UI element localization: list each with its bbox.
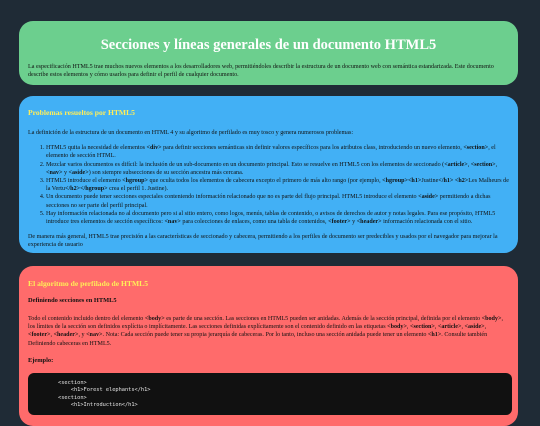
problems-title: Problemas resueltos por HTML5 <box>28 108 135 117</box>
algorithm-card <box>19 266 518 426</box>
problems-lead: La definición de la estructura de un documento en HTML 4 y su algoritmo de perfilado es muy tosco y genera numerosos problemas: <box>28 130 354 136</box>
example-label: Ejemplo: <box>28 356 54 364</box>
code-line: <h1>Introduction</h1> <box>58 402 138 409</box>
list-item: 4. Un documento puede tener secciones especiales conteniendo información relacionado que no es parte del flujo principal. HTML5 introduce el elemento <aside> permitiendo a dichas secciones no ser parte del perfil principal. <box>46 193 509 209</box>
list-item: 1. HTML5 quita la necesidad de elementos <div> para definir secciones semánticas sin definir valores específicos para los atributos class, introduciendo un nuevo elemento, <section>, el elemento de sección HTML. <box>46 144 509 160</box>
list-item: 3. HTML5 introduce el elemento <hgroup> que oculta todos los elementos de cabecera excepto el primero de más alto rango (por ejemplo, <hgroup><h1>Justine</h1> <h2>Les Malheurs de la Vertu</h2></hgroup> crea el perfil 1. Justine). <box>46 177 509 193</box>
problems-card <box>19 96 518 253</box>
intro-paragraph: La especificación HTML5 trae muchos nuevos elementos a los desarrolladores web, permitiéndoles describir la estructura de un documento web con semántica estandarizada. Este documento describe estos elementos y cómo usarlos para definir el perfil de cualquier documento. <box>28 64 494 79</box>
algorithm-title: El algoritmo de perfilado de HTML5 <box>28 279 149 288</box>
code-line: <section> <box>58 379 87 386</box>
header-card <box>19 21 518 85</box>
code-example <box>28 373 512 416</box>
algorithm-body: Todo el contenido incluido dentro del elemento <body> es parte de una sección. Las secciones en HTML5 pueden ser anidadas. Además de la sección principal, definida por el elemento <body>, los límites de la sección son definidos explícita o implícitamente. Las secciones definidas explícitamente son el contenido definido en las etiquetas <body>, <section>, <article>, <aside>, <footer>, <header>, y <nav>. Nota: Cada sección puede tener su propia jerarquía de cabeceras. Por lo tanto, incluso una sección anidada puede tener un elemento <h1>. Consulte también Definiendo cabeceras en HTML5. <box>28 316 503 347</box>
problems-list <box>28 144 509 226</box>
code-line: <h1>Forest elephants</h1> <box>58 387 151 394</box>
code-line: <section> <box>58 394 87 401</box>
list-item: 2. Mezclar varios documentos es difícil: la inclusión de un sub-documento en un documento principal. Esto se resuelve en HTML5 con los elementos de seccionado (<article>, <section>, <nav> y <aside>) son siempre subsecciones de su sección ancestra más cercana. <box>46 161 509 177</box>
problems-closing: De manera más general, HTML5 trae precisión a las características de seccionado y cabecera, permitiendo a los perfiles de documento ser predecibles y usados por el navegador para mejorar la experiencia de usuario <box>28 234 498 249</box>
list-item: 5. Hay información relacionada no al documento pero si al sitio entero, como logos, menús, tablas de contenido, o avisos de derechos de autor y notas legales. Para ese propósito, HTML5 introduce tres elementos de sección específicos: <nav> para colecciones de enlaces, como una tabla de contenidos, <footer> y <header> información relacionada con el sitio. <box>46 210 509 226</box>
page-title: Secciones y líneas generales de un documento HTML5 <box>100 37 437 53</box>
algorithm-subheading: Definiendo secciones en HTML5 <box>28 297 117 304</box>
